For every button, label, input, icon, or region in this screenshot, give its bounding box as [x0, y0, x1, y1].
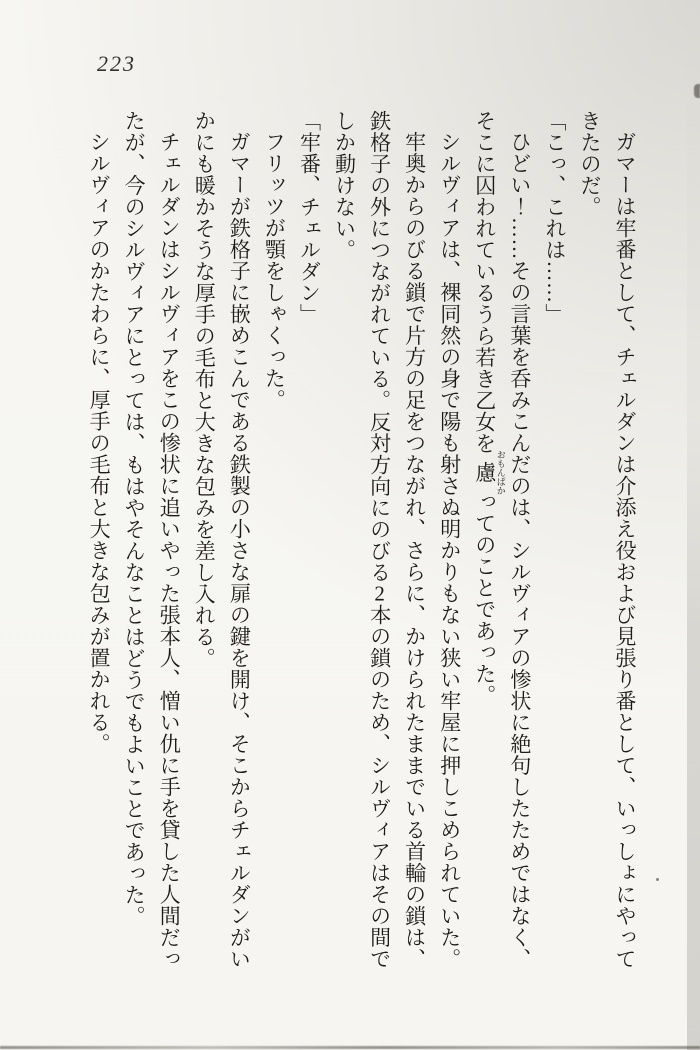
paragraph: シルヴィアは、裸同然の身で陽も射さぬ明かりもない狭い牢屋に押しこめられていた。 [437, 131, 462, 970]
paragraph: ガマーは牢番として、チェルダンは介添え役および見張り番として、いっしょにやってきたのだ。 [577, 110, 637, 970]
paragraph: 「牢番、チェルダン」 [297, 110, 322, 325]
paragraph: フリッツが顎をしゃくった。 [262, 131, 287, 411]
paragraph: 牢奥からのびる鎖で片方の足をつながれ、さらに、かけられたままでいる首輪の鎖は、鉄格子の外につながれている。反対方向にのびる2本の鎖のため、シルヴィアはその間でしか動けない。 [332, 110, 427, 970]
paragraph: ひどい！……その言葉を呑みこんだのは、シルヴィアの惨状に絶句したためではなく、そこに囚われているうら若き乙女を慮 おもんぱかってのことであった。 [472, 110, 532, 970]
scan-dust-speck [656, 878, 659, 881]
paragraph: シルヴィアのかたわらに、厚手の毛布と大きな包みが置かれる。 [87, 131, 112, 755]
upright-digit: 2 [374, 583, 385, 604]
page-number: 223 [97, 51, 136, 76]
paragraph: 「こっ、これは……」 [542, 110, 567, 325]
page-text [58, 110, 642, 978]
furigana: 慮 おもんぱか [472, 450, 506, 495]
scan-right-edge-shadow [687, 0, 700, 1050]
paragraph: ガマーが鉄格子に嵌めこんである鉄製の小さな扉の鍵を開け、そこからチェルダンがいかにも暖かそうな厚手の毛布と大きな包みを差し入れる。 [192, 110, 252, 970]
paragraph: チェルダンはシルヴィアをこの惨状に追いやった張本人、憎い仇に手を貸した人間だったが、今のシルヴィアにとっては、もはやそんなことはどうでもよいことであった。 [122, 110, 182, 970]
scan-bottom-edge [0, 1046, 700, 1049]
scan-edge-speck [694, 84, 700, 98]
